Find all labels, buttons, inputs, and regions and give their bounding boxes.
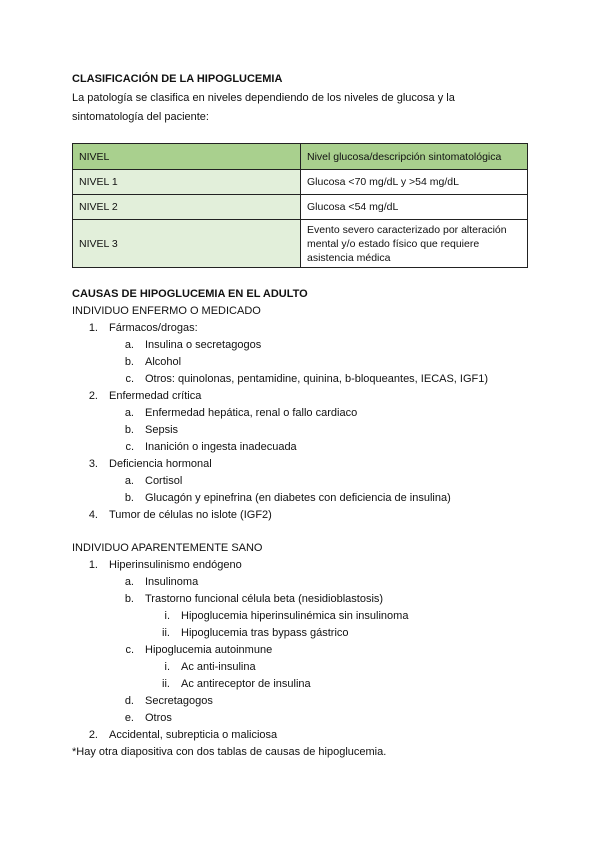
causes-list-sano	[72, 557, 528, 744]
list-subitem: b. Glucagón y epinefrina (en diabetes con deficiencia de insulina)	[124, 492, 451, 504]
table-header-cell: Nivel glucosa/descripción sintomatológica	[301, 144, 528, 170]
table-header-row	[73, 144, 528, 170]
classification-table	[72, 143, 528, 268]
list-subitem: c. Hipoglucemia autoinmune	[125, 644, 273, 656]
list-item: 3. Deficiencia hormonal	[88, 458, 212, 470]
list-item: 2. Enfermedad crítica	[88, 390, 202, 402]
section-title: CLASIFICACIÓN DE LA HIPOGLUCEMIA	[72, 73, 283, 85]
group-title-enfermo: INDIVIDUO ENFERMO O MEDICADO	[72, 305, 261, 317]
table-cell-description: Glucosa <54 mg/dL	[301, 195, 528, 220]
list-item: 1. Fármacos/drogas:	[88, 322, 198, 334]
list-item: 4. Tumor de células no islote (IGF2)	[88, 509, 272, 521]
list-subitem: e. Otros	[124, 712, 172, 724]
list-subitem: c. Inanición o ingesta inadecuada	[125, 441, 297, 453]
group-title-sano: INDIVIDUO APARENTEMENTE SANO	[72, 542, 263, 554]
list-subitem: b. Sepsis	[124, 424, 179, 436]
table-cell-level: NIVEL 1	[73, 170, 301, 195]
table-cell-description: Evento severo caracterizado por alteración mental y/o estado físico que requiere asistencia médica	[301, 220, 528, 268]
causes-title: CAUSAS DE HIPOGLUCEMIA EN EL ADULTO	[72, 288, 308, 300]
list-subitem: b. Trastorno funcional célula beta (nesidioblastosis)	[124, 593, 384, 605]
document-page	[72, 70, 528, 761]
list-subsubitem: ii. Hipoglucemia tras bypass gástrico	[162, 627, 349, 639]
list-item: 2. Accidental, subrepticia o maliciosa	[88, 729, 278, 741]
list-subsubitem: i. Hipoglucemia hiperinsulinémica sin insulinoma	[164, 610, 409, 622]
intro-paragraph: La patología se clasifica en niveles dependiendo de los niveles de glucosa y la sintomatología del paciente:	[72, 92, 455, 123]
table-row	[73, 195, 528, 220]
footnote: *Hay otra diapositiva con dos tablas de causas de hipoglucemia.	[72, 746, 387, 758]
causes-list-enfermo	[72, 320, 528, 524]
list-subitem: a. Insulinoma	[124, 576, 199, 588]
table-cell-level: NIVEL 2	[73, 195, 301, 220]
table-cell-level: NIVEL 3	[73, 220, 301, 268]
list-subitem: a. Enfermedad hepática, renal o fallo cardiaco	[124, 407, 358, 419]
list-subitem: b. Alcohol	[124, 356, 182, 368]
table-cell-description: Glucosa <70 mg/dL y >54 mg/dL	[301, 170, 528, 195]
list-subitem: d. Secretagogos	[124, 695, 213, 707]
list-subsubitem: ii. Ac antireceptor de insulina	[162, 678, 311, 690]
list-item: 1. Hiperinsulinismo endógeno	[88, 559, 242, 571]
list-subitem: a. Insulina o secretagogos	[124, 339, 262, 351]
table-row	[73, 220, 528, 268]
list-subsubitem: i. Ac anti-insulina	[164, 661, 256, 673]
table-header-cell: NIVEL	[73, 144, 301, 170]
table-row	[73, 170, 528, 195]
list-subitem: c. Otros: quinolonas, pentamidine, quinina, b-bloqueantes, IECAS, IGF1)	[125, 373, 489, 385]
list-subitem: a. Cortisol	[124, 475, 183, 487]
